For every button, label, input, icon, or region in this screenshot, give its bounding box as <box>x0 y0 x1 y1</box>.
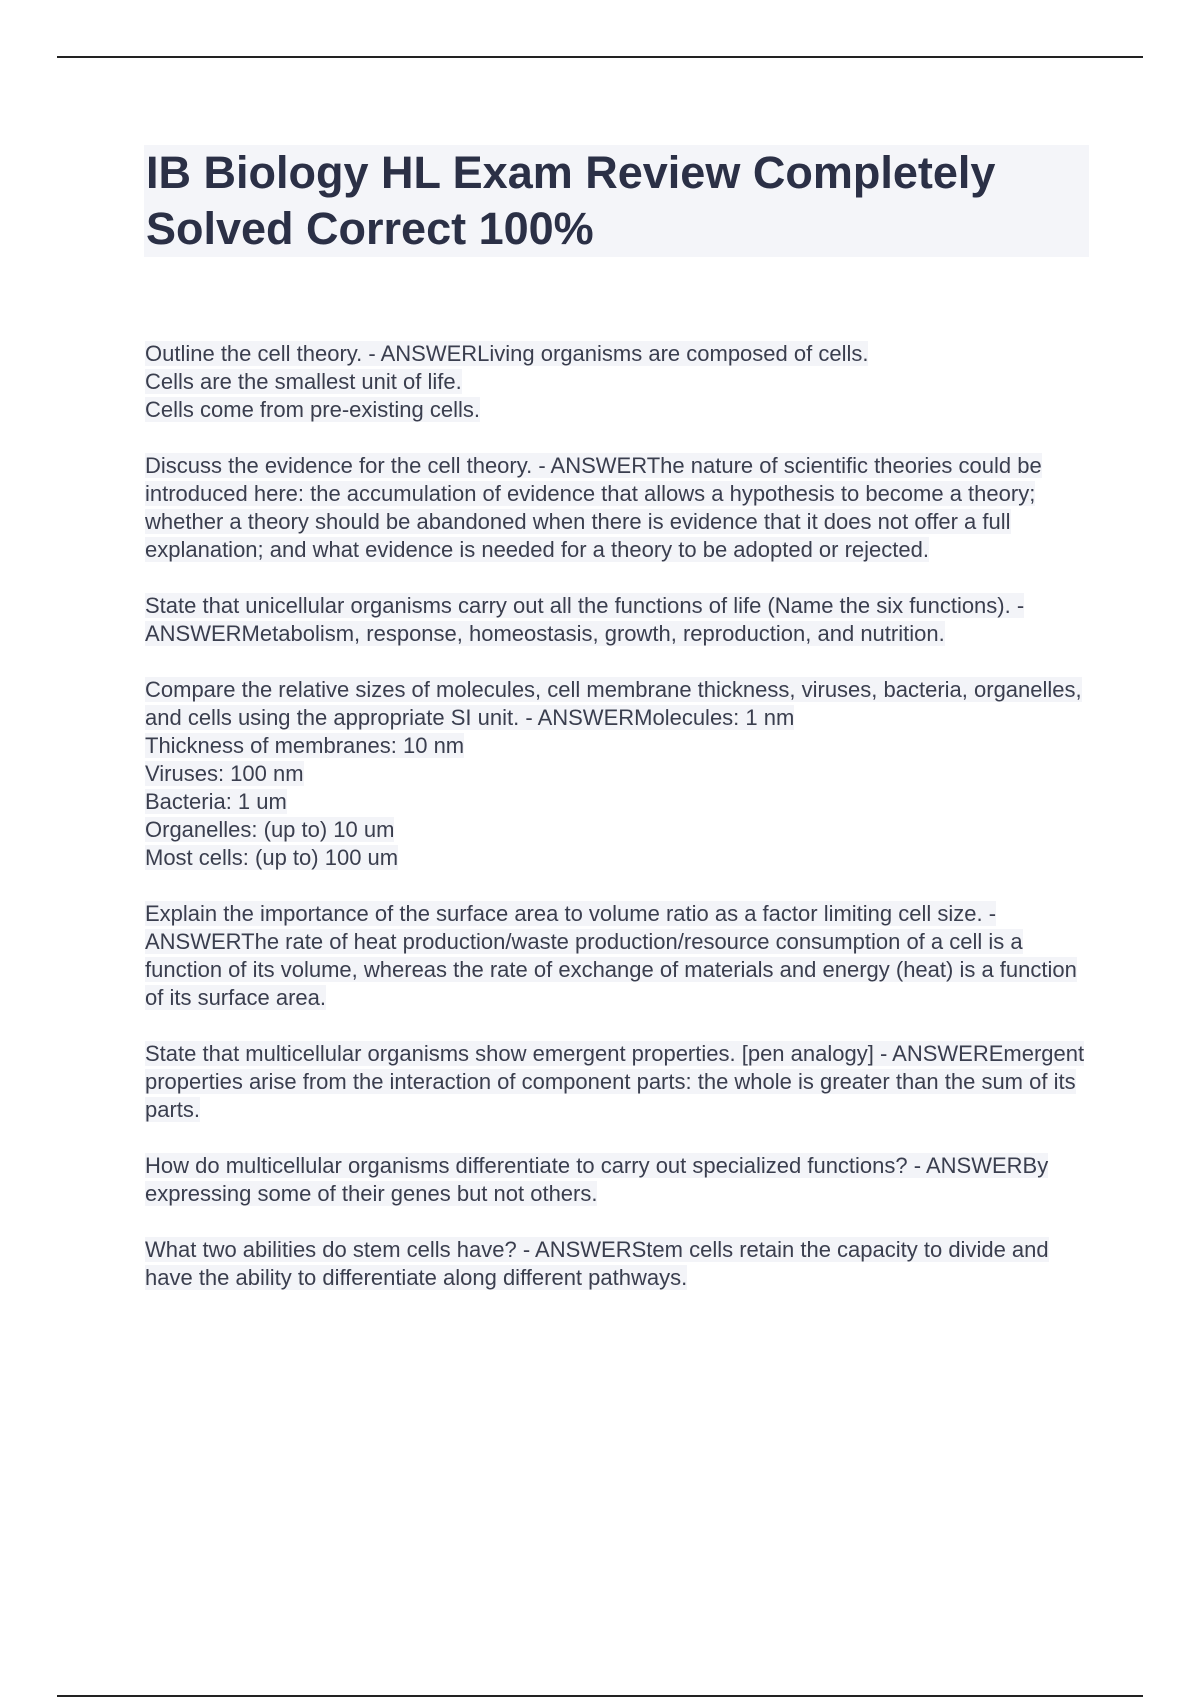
qa-item <box>145 1236 1090 1292</box>
qa-text: Outline the cell theory. - ANSWERLiving organisms are composed of cells. Cells are the smallest unit of life. Cells come from pre-existing cells. <box>145 341 869 422</box>
qa-item <box>145 1040 1090 1124</box>
qa-item <box>145 676 1090 872</box>
qa-text: Compare the relative sizes of molecules, cell membrane thickness, viruses, bacteria, organelles, and cells using the appropriate SI unit. - ANSWERMolecules: 1 nm Thickness of membranes: 10 nm Viruses: 100 nm Bacteria: 1 um Organelles: (up to) 10 um Most cells: (up to) 100 um <box>145 677 1082 870</box>
qa-list <box>145 340 1090 1320</box>
document-title: IB Biology HL Exam Review Completely Solved Correct 100% <box>146 147 996 254</box>
qa-item <box>145 1152 1090 1208</box>
qa-item <box>145 592 1090 648</box>
qa-text: Discuss the evidence for the cell theory. - ANSWERThe nature of scientific theories could be introduced here: the accumulation of evidence that allows a hypothesis to become a theory; whether a theory should be abandoned when there is evidence that it does not offer a full explanation; and what evidence is needed for a theory to be adopted or rejected. <box>145 453 1042 562</box>
title-block <box>144 145 1089 257</box>
bottom-divider <box>57 1695 1143 1697</box>
qa-item <box>145 452 1090 564</box>
qa-item <box>145 900 1090 1012</box>
qa-text: State that multicellular organisms show emergent properties. [pen analogy] - ANSWEREmergent properties arise from the interaction of component parts: the whole is greater than the sum of its parts. <box>145 1041 1085 1122</box>
qa-item <box>145 340 1090 424</box>
qa-text: Explain the importance of the surface area to volume ratio as a factor limiting cell size. - ANSWERThe rate of heat production/waste production/resource consumption of a cell is a function of its volume, whereas the rate of exchange of materials and energy (heat) is a function of its surface area. <box>145 901 1077 1010</box>
qa-text: State that unicellular organisms carry out all the functions of life (Name the six functions). - ANSWERMetabolism, response, homeostasis, growth, reproduction, and nutrition. <box>145 593 1025 646</box>
qa-text: What two abilities do stem cells have? - ANSWERStem cells retain the capacity to divide and have the ability to differentiate along different pathways. <box>145 1237 1049 1290</box>
qa-text: How do multicellular organisms differentiate to carry out specialized functions? - ANSWERBy expressing some of their genes but not others. <box>145 1153 1049 1206</box>
top-divider <box>57 56 1143 58</box>
